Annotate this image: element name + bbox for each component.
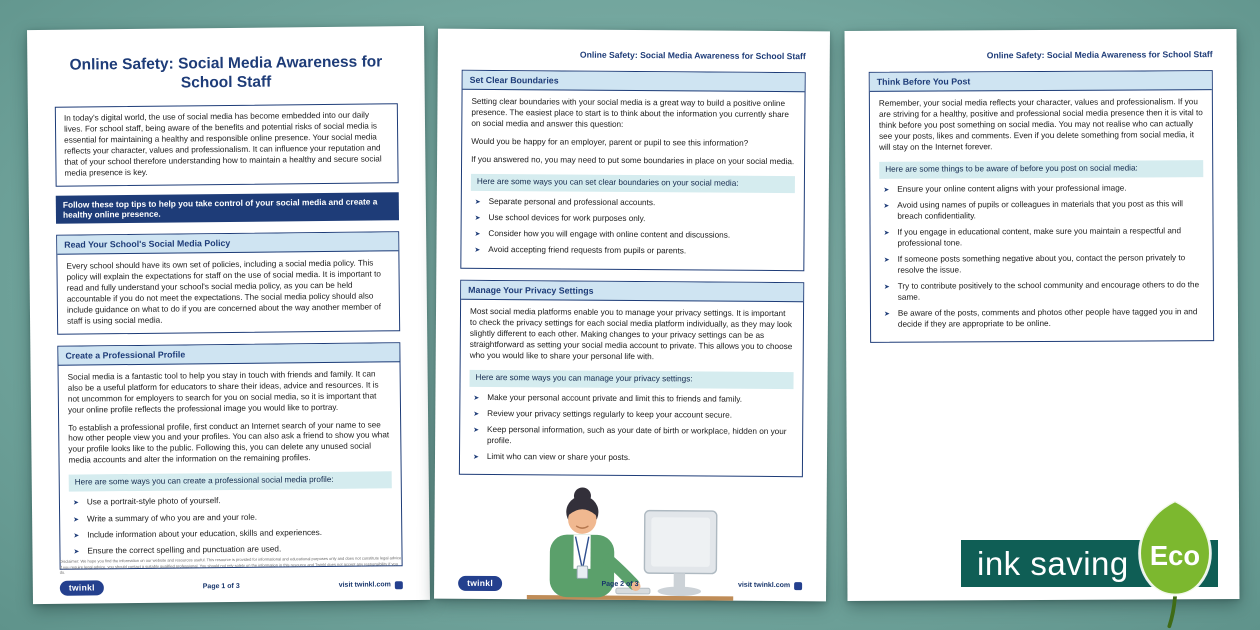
bullet-list bbox=[474, 197, 794, 259]
bullet-arrow-icon: ➤ bbox=[474, 214, 481, 223]
twinkl-mark-icon bbox=[395, 581, 403, 589]
list-item: ➤ Keep personal information, such as your date of birth or workplace, hidden on your profile. bbox=[473, 424, 787, 446]
list-item: ➤ Ensure the correct spelling and punctuation are used. bbox=[73, 543, 392, 558]
bullet-list bbox=[73, 495, 393, 558]
list-item: ➤ Make your personal account private and limit this to friends and family. bbox=[473, 392, 743, 404]
bullet-list bbox=[473, 392, 793, 465]
section-heading: Create a Professional Profile bbox=[58, 343, 399, 366]
section-professional-profile bbox=[57, 342, 402, 570]
body-paragraph: Remember, your social media reflects your character, values and professionalism. If you are striving for a healthy, positive and professional social media presence then it is vital to think before you post something on social media. You may not realise who can actually see your posts, likes and comments. Even if you delete something from social media, it will stay on the Internet forever. bbox=[878, 97, 1203, 152]
body-paragraph: Most social media platforms enable you to manage your privacy settings. It is important to check the privacy settings for each social media platform individually, as they may look slightly different to each other. Making changes to your privacy settings can be as straightforward as setting your social media account to private. This allows you to choose who you would like to share your personal life with. bbox=[469, 306, 793, 361]
list-item: ➤ Avoid using names of pupils or colleagues in materials that you post as this will breach confidentiality. bbox=[883, 199, 1183, 221]
running-header: Online Safety: Social Media Awareness for School Staff bbox=[986, 49, 1213, 61]
visit-twinkl-link[interactable] bbox=[339, 581, 403, 590]
section-think-before-you-post bbox=[869, 70, 1214, 343]
intro-paragraph: In today's digital world, the use of social media has become embedded into our daily lives. For school staff, being aware of the benefits and potential risks of social media is essential for maintaining a healthy and responsible online presence. Your social media reflects your character, values and professionalism. It can influence your reputation and that of your school therefore understanding how to maintain a healthy and secure social media presence is key. bbox=[55, 103, 399, 186]
list-item: ➤ Write a summary of who you are and your role. bbox=[73, 511, 392, 526]
body-paragraph: Would you be happy for an employer, parent or pupil to see this information? bbox=[471, 136, 749, 148]
body-paragraph: Setting clear boundaries with your social media is a great way to build a positive online presence. The easiest place to start is to think about the information you currently share on social media and answer this question: bbox=[471, 96, 789, 129]
sub-banner: Here are some ways you can manage your privacy settings: bbox=[469, 369, 793, 388]
bullet-arrow-icon: ➤ bbox=[73, 516, 80, 524]
body-paragraph: Every school should have its own set of policies, including a social media policy. This policy will explain the expectations for staff on the use of social media. It is important to read and fully understand your school's social media policy, as you can be held accountable if you do not meet the expectations. The social media policy should also include guidance on what to do if you are concerned about the way another member of staff is using social media. bbox=[66, 258, 382, 326]
list-item: ➤ If someone posts something negative about you, contact the person privately to resolve the issue. bbox=[883, 253, 1186, 275]
bullet-arrow-icon: ➤ bbox=[73, 548, 80, 556]
body-paragraph: Social media is a fantastic tool to help you stay in touch with friends and family. It can also be a useful platform for educators to share their ideas, advice and resources. It is not uncommon for employers to search for you on social media, so it is important that your online profile reflects the professional image you would like to portray. bbox=[67, 369, 379, 415]
section-heading: Read Your School's Social Media Policy bbox=[57, 232, 398, 255]
sub-banner: Here are some ways you can set clear boundaries on your social media: bbox=[471, 174, 795, 193]
bullet-arrow-icon: ➤ bbox=[473, 394, 480, 402]
list-item: ➤ Review your privacy settings regularly to keep your account secure. bbox=[473, 408, 733, 420]
list-item: ➤ Ensure your online content aligns with your professional image. bbox=[883, 183, 1203, 196]
bullet-arrow-icon: ➤ bbox=[883, 256, 890, 264]
list-item: ➤ Avoid accepting friend requests from pupils or parents. bbox=[474, 245, 687, 256]
body-paragraph: If you answered no, you may need to put some boundaries in place on your social media. bbox=[471, 154, 795, 167]
bullet-arrow-icon: ➤ bbox=[883, 310, 890, 318]
section-heading: Think Before You Post bbox=[870, 71, 1212, 92]
list-item: ➤ Try to contribute positively to the school community and encourage others to do the same. bbox=[883, 280, 1200, 302]
page-footer bbox=[458, 576, 802, 593]
bullet-list bbox=[883, 183, 1204, 331]
sub-banner: Here are some things to be aware of before you post on social media: bbox=[879, 160, 1203, 179]
section-school-policy bbox=[56, 231, 400, 334]
bullet-arrow-icon: ➤ bbox=[883, 229, 890, 237]
document-title: Online Safety: Social Media Awareness for School Staff bbox=[69, 53, 383, 92]
twinkl-logo: twinkl bbox=[458, 576, 502, 591]
page-number: Page 2 of 3 bbox=[601, 580, 639, 589]
bullet-arrow-icon: ➤ bbox=[473, 410, 480, 418]
disclaimer-text: Disclaimer: We hope you find the information on our website and resources useful. This resource is provided for informational and educational purposes only and does not constitute legal advice. If you require legal advice, you should contact a suitably qualified professional. You should not rely solely on the information in this resource and Twinkl does not accept any responsibility if you do. bbox=[59, 555, 403, 576]
ink-saving-label: ink saving bbox=[977, 544, 1129, 582]
section-set-clear-boundaries bbox=[460, 70, 805, 271]
list-item: ➤ Consider how you will engage with online content and discussions. bbox=[474, 229, 731, 240]
eco-leaf-icon bbox=[1127, 497, 1223, 629]
list-item: ➤ Include information about your education, skills and experiences. bbox=[73, 527, 392, 542]
bullet-arrow-icon: ➤ bbox=[474, 247, 481, 255]
visit-twinkl-link[interactable] bbox=[738, 581, 802, 589]
list-item: ➤ Use school devices for work purposes only. bbox=[474, 213, 646, 224]
page-footer bbox=[60, 555, 403, 595]
running-header: Online Safety: Social Media Awareness for School Staff bbox=[579, 49, 806, 62]
twinkl-logo: twinkl bbox=[60, 580, 104, 595]
list-item: ➤ Be aware of the posts, comments and photos other people have tagged you in and decide if they are appropriate to be online. bbox=[883, 307, 1198, 329]
bullet-arrow-icon: ➤ bbox=[883, 186, 890, 194]
visit-link-label: visit twinkl.com bbox=[737, 581, 791, 590]
body-paragraph: To establish a professional profile, first conduct an Internet search of your name to see how other people view you and your profiles. You can also ask a friend to show you what your profile looks like to the public. Following this, you can delete any unused social media accounts and alter the information on the remaining profiles. bbox=[68, 419, 390, 466]
bullet-arrow-icon: ➤ bbox=[883, 283, 890, 291]
bullet-arrow-icon: ➤ bbox=[883, 202, 890, 210]
bullet-arrow-icon: ➤ bbox=[474, 231, 481, 239]
bullet-arrow-icon: ➤ bbox=[72, 499, 79, 508]
section-heading: Manage Your Privacy Settings bbox=[461, 280, 803, 301]
eco-label: Eco bbox=[1149, 539, 1201, 571]
bullet-arrow-icon: ➤ bbox=[472, 453, 479, 461]
bullet-arrow-icon: ➤ bbox=[473, 426, 480, 434]
page-1 bbox=[27, 26, 430, 604]
section-heading: Set Clear Boundaries bbox=[463, 71, 805, 92]
bullet-arrow-icon: ➤ bbox=[73, 532, 80, 540]
bullet-arrow-icon: ➤ bbox=[474, 198, 481, 206]
list-item: ➤ Use a portrait-style photo of yourself. bbox=[73, 495, 392, 510]
top-tips-banner: Follow these top tips to help you take control of your social media and create a healthy online presence. bbox=[56, 192, 399, 224]
page-number: Page 1 of 3 bbox=[202, 582, 240, 591]
page-2 bbox=[434, 29, 830, 602]
visit-link-label: visit twinkl.com bbox=[338, 581, 391, 589]
sub-banner: Here are some ways you can create a professional social media profile: bbox=[69, 472, 392, 492]
list-item: ➤ Separate personal and professional accounts. bbox=[474, 196, 656, 208]
list-item: ➤ If you engage in educational content, make sure you maintain a respectful and professional tone. bbox=[883, 226, 1182, 248]
list-item: ➤ Limit who can view or share your posts. bbox=[472, 451, 631, 462]
section-manage-privacy-settings bbox=[459, 279, 804, 477]
twinkl-mark-icon bbox=[794, 582, 802, 590]
